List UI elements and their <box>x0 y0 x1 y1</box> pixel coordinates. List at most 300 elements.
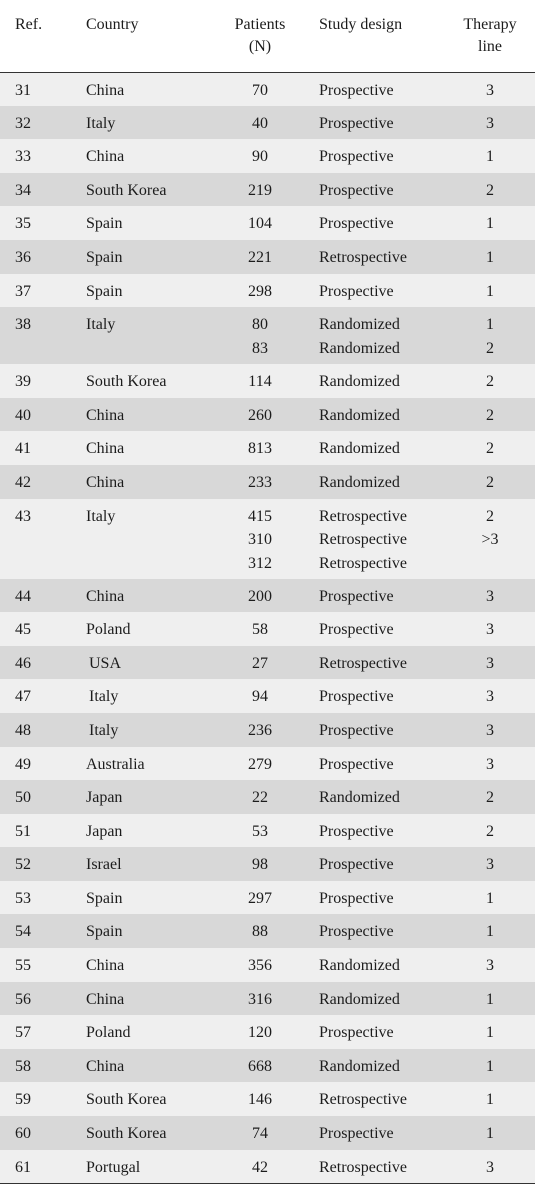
cell-country <box>86 612 205 646</box>
header-patients <box>205 0 315 72</box>
cell-patients <box>205 881 315 915</box>
cell-study-design <box>315 364 445 398</box>
cell-therapy-line <box>445 948 535 982</box>
country-text: Spain <box>86 248 123 266</box>
cell-country <box>86 431 205 465</box>
cell-study-design-value: Prospective <box>319 215 394 233</box>
cell-study-design <box>315 814 445 848</box>
table-row <box>0 881 535 915</box>
cell-patients-value: 70 <box>252 81 268 99</box>
cell-patients-value: 221 <box>248 248 272 266</box>
table-row <box>0 398 535 432</box>
header-ref: Ref. <box>0 0 86 72</box>
cell-study-design <box>315 499 445 579</box>
country-text: South Korea <box>86 1091 167 1109</box>
cell-therapy-line <box>445 579 535 613</box>
cell-ref: 48 <box>15 721 31 739</box>
cell-therapy-line <box>445 1015 535 1049</box>
cell-country <box>86 106 205 140</box>
cell-study-design-value: Randomized <box>319 473 400 491</box>
cell-patients-value: 813 <box>248 440 272 458</box>
cell-patients-value: 297 <box>248 889 272 907</box>
cell-study-design-value: Prospective <box>319 1024 394 1042</box>
cell-study-design-value: Retrospective <box>319 507 407 525</box>
cell-ref: 31 <box>15 81 31 99</box>
cell-ref: 47 <box>15 688 31 706</box>
cell-study-design <box>315 398 445 432</box>
cell-therapy-line-value: 1 <box>486 248 494 266</box>
country-text: Spain <box>86 282 123 300</box>
cell-patients <box>205 206 315 240</box>
cell-patients-value: 146 <box>248 1091 272 1109</box>
cell-patients <box>205 465 315 499</box>
cell-study-design <box>315 139 445 173</box>
cell-ref: 53 <box>15 889 31 907</box>
cell-study-design-value: Retrospective <box>319 554 407 572</box>
table-row <box>0 173 535 207</box>
cell-therapy-line-value: 3 <box>486 1158 494 1176</box>
cell-patients <box>205 1015 315 1049</box>
cell-patients-value: 40 <box>252 114 268 132</box>
cell-therapy-line-value: 2 <box>486 507 494 525</box>
cell-therapy-line-value: 1 <box>486 282 494 300</box>
cell-study-design-value: Prospective <box>319 114 394 132</box>
cell-ref: 33 <box>15 148 31 166</box>
table-row <box>0 1082 535 1116</box>
cell-study-design <box>315 106 445 140</box>
cell-therapy-line-value: 2 <box>486 789 494 807</box>
country-text: South Korea <box>86 1125 167 1143</box>
cell-study-design <box>315 948 445 982</box>
cell-patients <box>205 1049 315 1083</box>
cell-country <box>86 307 205 364</box>
cell-study-design <box>315 679 445 713</box>
cell-patients <box>205 431 315 465</box>
cell-study-design-value: Prospective <box>319 889 394 907</box>
country-text: China <box>86 957 125 975</box>
table-row <box>0 914 535 948</box>
cell-therapy-line <box>445 139 535 173</box>
cell-study-design-value: Retrospective <box>319 248 407 266</box>
country-text: Israel <box>86 856 122 874</box>
cell-country <box>86 1082 205 1116</box>
table-row <box>0 72 535 106</box>
cell-study-design-value: Prospective <box>319 621 394 639</box>
cell-ref: 55 <box>15 957 31 975</box>
header-therapy-line <box>445 0 535 72</box>
country-text: Poland <box>86 621 131 639</box>
cell-patients-value: 114 <box>248 373 272 391</box>
cell-study-design <box>315 240 445 274</box>
cell-therapy-line <box>445 982 535 1016</box>
cell-ref: 45 <box>15 621 31 639</box>
country-text: Italy <box>89 688 119 706</box>
cell-therapy-line <box>445 713 535 747</box>
cell-patients <box>205 106 315 140</box>
table-row <box>0 240 535 274</box>
cell-therapy-line <box>445 814 535 848</box>
cell-patients-value: 120 <box>248 1024 272 1042</box>
cell-therapy-line-value: 3 <box>486 856 494 874</box>
cell-patients-value: 236 <box>248 721 272 739</box>
cell-study-design <box>315 1082 445 1116</box>
cell-patients-value: 58 <box>252 621 268 639</box>
cell-ref: 36 <box>15 248 31 266</box>
cell-patients-value: 94 <box>252 688 268 706</box>
cell-study-design-value: Prospective <box>319 282 394 300</box>
cell-patients <box>205 398 315 432</box>
country-text: Italy <box>86 507 116 525</box>
cell-patients-value: 219 <box>248 181 272 199</box>
cell-study-design-value: Prospective <box>319 721 394 739</box>
cell-ref: 50 <box>15 789 31 807</box>
cell-patients-value: 22 <box>252 789 268 807</box>
cell-ref: 39 <box>15 373 31 391</box>
cell-therapy-line <box>445 173 535 207</box>
header-country: Country <box>86 0 205 72</box>
table-row <box>0 1150 535 1184</box>
cell-study-design-value: Retrospective <box>319 1091 407 1109</box>
cell-study-design-value: Randomized <box>319 957 400 975</box>
cell-therapy-line-value: 2 <box>486 473 494 491</box>
cell-patients-value: 233 <box>248 473 272 491</box>
cell-study-design-value: Prospective <box>319 755 394 773</box>
cell-therapy-line <box>445 499 535 579</box>
cell-study-design <box>315 780 445 814</box>
cell-country <box>86 847 205 881</box>
country-text: China <box>86 473 125 491</box>
table-row <box>0 713 535 747</box>
cell-therapy-line-value: >3 <box>481 531 499 549</box>
cell-therapy-line-value: 2 <box>486 181 494 199</box>
cell-country <box>86 1116 205 1150</box>
cell-patients <box>205 139 315 173</box>
cell-country <box>86 914 205 948</box>
cell-patients-value: 88 <box>252 923 268 941</box>
country-text: Italy <box>89 721 119 739</box>
cell-patients <box>205 982 315 1016</box>
cell-patients-value: 104 <box>248 215 272 233</box>
cell-ref: 51 <box>15 822 31 840</box>
cell-therapy-line-value: 1 <box>486 1057 494 1075</box>
cell-therapy-line-value: 3 <box>486 587 494 605</box>
cell-ref: 37 <box>15 282 31 300</box>
table-row <box>0 579 535 613</box>
cell-patients-value: 80 <box>252 316 268 334</box>
country-text: Italy <box>86 316 116 334</box>
cell-therapy-line-value: 2 <box>486 339 494 357</box>
table-row <box>0 1116 535 1150</box>
country-text: Portugal <box>86 1158 141 1176</box>
cell-therapy-line-value: 1 <box>486 1024 494 1042</box>
cell-therapy-line <box>445 612 535 646</box>
table-row <box>0 364 535 398</box>
cell-patients-value: 312 <box>248 554 272 572</box>
cell-ref: 43 <box>15 507 31 525</box>
country-text: Spain <box>86 889 123 907</box>
cell-ref: 38 <box>15 316 31 334</box>
cell-study-design-value: Randomized <box>319 316 400 334</box>
cell-therapy-line <box>445 398 535 432</box>
cell-country <box>86 139 205 173</box>
cell-therapy-line <box>445 307 535 364</box>
cell-study-design <box>315 1116 445 1150</box>
cell-patients <box>205 364 315 398</box>
country-text: China <box>86 406 125 424</box>
cell-patients <box>205 679 315 713</box>
cell-therapy-line-value: 1 <box>486 215 494 233</box>
cell-therapy-line <box>445 679 535 713</box>
cell-patients <box>205 948 315 982</box>
cell-study-design <box>315 1150 445 1184</box>
cell-country <box>86 1150 205 1184</box>
cell-ref: 60 <box>15 1125 31 1143</box>
country-text: China <box>86 440 125 458</box>
table-row <box>0 106 535 140</box>
cell-study-design <box>315 431 445 465</box>
table-body <box>0 72 535 1183</box>
cell-therapy-line-value: 2 <box>486 373 494 391</box>
cell-ref: 49 <box>15 755 31 773</box>
cell-ref: 58 <box>15 1057 31 1075</box>
header-therapy-line1: Therapy <box>463 16 517 33</box>
country-text: China <box>86 1057 125 1075</box>
table-row <box>0 431 535 465</box>
table-row <box>0 679 535 713</box>
cell-country <box>86 274 205 308</box>
cell-therapy-line-value: 3 <box>486 755 494 773</box>
table-row <box>0 274 535 308</box>
cell-ref: 61 <box>0 1150 86 1184</box>
cell-study-design-value: Retrospective <box>319 531 407 549</box>
cell-country <box>86 499 205 579</box>
cell-study-design-value: Randomized <box>319 1057 400 1075</box>
cell-patients-value: 27 <box>252 654 268 672</box>
cell-therapy-line <box>445 847 535 881</box>
cell-patients <box>205 780 315 814</box>
cell-therapy-line <box>445 240 535 274</box>
cell-ref: 57 <box>15 1024 31 1042</box>
cell-country <box>86 982 205 1016</box>
country-text: South Korea <box>86 373 167 391</box>
table-row <box>0 612 535 646</box>
cell-study-design <box>315 914 445 948</box>
cell-patients <box>205 814 315 848</box>
cell-patients-value: 200 <box>248 587 272 605</box>
cell-study-design-value: Prospective <box>319 181 394 199</box>
table-row <box>0 499 535 579</box>
cell-therapy-line-value: 1 <box>486 1125 494 1143</box>
cell-ref: 41 <box>15 440 31 458</box>
table-header <box>0 0 535 72</box>
cell-study-design-value: Randomized <box>319 339 400 357</box>
cell-patients <box>205 646 315 680</box>
header-patients-line1: Patients <box>234 16 286 33</box>
country-text: Australia <box>86 755 145 773</box>
table-row <box>0 307 535 364</box>
cell-therapy-line <box>445 106 535 140</box>
country-text: USA <box>89 654 122 672</box>
cell-patients-value: 260 <box>248 406 272 424</box>
cell-study-design-value: Prospective <box>319 688 394 706</box>
cell-therapy-line-value: 3 <box>486 621 494 639</box>
header-row <box>0 0 535 72</box>
cell-patients-value: 310 <box>248 531 272 549</box>
cell-country <box>86 206 205 240</box>
cell-ref: 52 <box>15 856 31 874</box>
cell-patients <box>205 747 315 781</box>
cell-study-design-value: Randomized <box>319 406 400 424</box>
country-text: Italy <box>86 114 116 132</box>
cell-therapy-line-value: 1 <box>486 148 494 166</box>
cell-patients <box>205 1082 315 1116</box>
cell-ref: 54 <box>15 923 31 941</box>
cell-ref: 46 <box>15 654 31 672</box>
cell-study-design-value: Retrospective <box>319 1158 407 1176</box>
cell-country <box>86 72 205 106</box>
cell-country <box>86 398 205 432</box>
cell-country <box>86 948 205 982</box>
cell-patients <box>205 713 315 747</box>
cell-country <box>86 713 205 747</box>
table-row <box>0 847 535 881</box>
cell-patients <box>205 847 315 881</box>
cell-therapy-line-value: 1 <box>486 923 494 941</box>
cell-country <box>86 646 205 680</box>
cell-country <box>86 679 205 713</box>
cell-ref: 59 <box>15 1091 31 1109</box>
cell-country <box>86 881 205 915</box>
cell-therapy-line-value: 2 <box>486 440 494 458</box>
country-text: China <box>86 587 125 605</box>
cell-country <box>86 240 205 274</box>
cell-country <box>86 579 205 613</box>
country-text: Spain <box>86 923 123 941</box>
cell-study-design-value: Prospective <box>319 1125 394 1143</box>
cell-patients <box>205 579 315 613</box>
cell-study-design <box>315 646 445 680</box>
cell-patients <box>205 173 315 207</box>
cell-study-design <box>315 982 445 1016</box>
table-row <box>0 780 535 814</box>
cell-patients-value: 74 <box>252 1125 268 1143</box>
table-row <box>0 747 535 781</box>
cell-therapy-line-value: 2 <box>486 406 494 424</box>
cell-country <box>86 1049 205 1083</box>
cell-therapy-line <box>445 364 535 398</box>
cell-patients-value: 356 <box>248 957 272 975</box>
cell-patients <box>205 1116 315 1150</box>
cell-therapy-line <box>445 431 535 465</box>
table-row <box>0 948 535 982</box>
cell-patients-value: 42 <box>252 1158 268 1176</box>
cell-patients <box>205 612 315 646</box>
cell-study-design <box>315 847 445 881</box>
cell-study-design <box>315 713 445 747</box>
cell-therapy-line <box>445 914 535 948</box>
cell-therapy-line-value: 3 <box>486 654 494 672</box>
cell-patients <box>205 1150 315 1184</box>
cell-study-design <box>315 747 445 781</box>
country-text: China <box>86 148 125 166</box>
cell-therapy-line-value: 2 <box>486 822 494 840</box>
cell-study-design <box>315 72 445 106</box>
cell-patients <box>205 240 315 274</box>
header-therapy-line2: line <box>478 38 502 55</box>
cell-patients <box>205 274 315 308</box>
cell-country <box>86 747 205 781</box>
cell-therapy-line-value: 1 <box>486 1091 494 1109</box>
cell-country <box>86 173 205 207</box>
header-study-design: Study design <box>315 0 445 72</box>
cell-therapy-line-value: 3 <box>486 81 494 99</box>
table-row <box>0 982 535 1016</box>
cell-study-design <box>315 307 445 364</box>
cell-ref: 35 <box>15 215 31 233</box>
country-text: Poland <box>86 1024 131 1042</box>
cell-country <box>86 465 205 499</box>
cell-country <box>86 814 205 848</box>
cell-patients <box>205 914 315 948</box>
cell-study-design-value: Prospective <box>319 822 394 840</box>
cell-therapy-line-value: 3 <box>486 114 494 132</box>
cell-therapy-line-value: 1 <box>486 990 494 1008</box>
cell-ref: 40 <box>15 406 31 424</box>
cell-study-design-value: Prospective <box>319 148 394 166</box>
cell-study-design <box>315 206 445 240</box>
cell-study-design-value: Randomized <box>319 373 400 391</box>
cell-therapy-line-value: 3 <box>486 721 494 739</box>
cell-study-design-value: Prospective <box>319 923 394 941</box>
cell-study-design <box>315 1015 445 1049</box>
cell-study-design-value: Randomized <box>319 789 400 807</box>
table-row <box>0 206 535 240</box>
cell-study-design-value: Prospective <box>319 81 394 99</box>
cell-therapy-line <box>445 1116 535 1150</box>
cell-therapy-line <box>445 1049 535 1083</box>
cell-therapy-line-value: 1 <box>486 889 494 907</box>
cell-patients <box>205 499 315 579</box>
cell-therapy-line <box>445 274 535 308</box>
cell-study-design-value: Prospective <box>319 587 394 605</box>
cell-therapy-line <box>445 1150 535 1184</box>
cell-ref: 42 <box>15 473 31 491</box>
country-text: South Korea <box>86 181 167 199</box>
cell-country <box>86 780 205 814</box>
cell-therapy-line-value: 1 <box>486 316 494 334</box>
cell-patients <box>205 307 315 364</box>
cell-therapy-line <box>445 780 535 814</box>
cell-ref: 32 <box>15 114 31 132</box>
cell-study-design <box>315 612 445 646</box>
country-text: Japan <box>86 789 123 807</box>
header-patients-line2: (N) <box>248 38 272 55</box>
cell-therapy-line <box>445 1082 535 1116</box>
cell-patients <box>205 72 315 106</box>
cell-patients-value: 316 <box>248 990 272 1008</box>
cell-country <box>86 364 205 398</box>
country-text: China <box>86 990 125 1008</box>
table-row <box>0 1015 535 1049</box>
cell-ref: 44 <box>15 587 31 605</box>
cell-study-design <box>315 173 445 207</box>
cell-patients-value: 279 <box>248 755 272 773</box>
cell-study-design <box>315 1049 445 1083</box>
cell-study-design-value: Retrospective <box>319 654 407 672</box>
table-row <box>0 139 535 173</box>
cell-patients-value: 298 <box>248 282 272 300</box>
cell-study-design <box>315 579 445 613</box>
